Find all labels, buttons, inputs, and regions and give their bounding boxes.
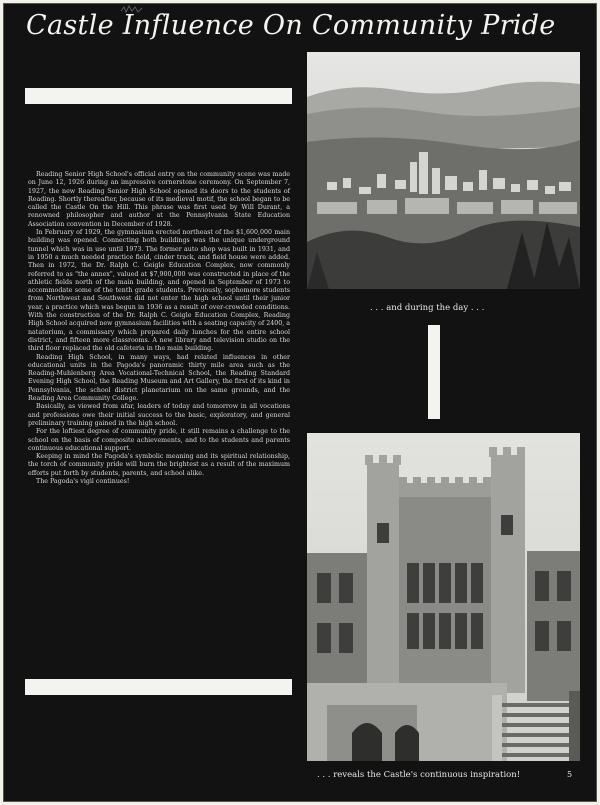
decorative-bar-bottom <box>25 679 292 695</box>
article-body <box>28 171 290 486</box>
article-paragraph: Keeping in mind the Pagoda's symbolic meaning and its spiritual relationship, the torch of community pride will burn the brightest as a result of the maximum efforts put forth by students, parents, and school alike. <box>28 453 290 477</box>
page-number: 5 <box>567 770 573 779</box>
castle-school-photo <box>307 433 580 761</box>
decorative-bar-vertical <box>428 325 440 419</box>
article-paragraph: Basically, as viewed from afar, leaders of today and tomorrow in all vocations and professions owe their initial success to the basic, exploratory, and general preliminary training gained in the high school. <box>28 403 290 427</box>
page-title: Castle Influence On Community Pride <box>26 10 556 41</box>
bottom-photo-caption: . . . reveals the Castle's continuous inspiration! <box>317 770 521 780</box>
article-paragraph: The Pagoda's vigil continues! <box>36 477 130 485</box>
city-panorama-photo <box>307 52 580 289</box>
decorative-bar-top <box>25 88 292 104</box>
article-paragraph: Reading Senior High School's official entry on the community scene was made on June 12, 1926 during an impressive cornerstone ceremony. On September 7, 1927, the new Reading Senior High School opened its doors to the students of Reading. Shortly thereafter, because of its medieval motif, the school began to be called the Castle On the Hill. This phrase was first used by Will Durant, a renowned philosopher and author at the Pennsylvania State Education Association convention in December of 1928. <box>28 171 290 228</box>
article-paragraph: For the loftiest degree of community pride, it still remains a challenge to the school on the basis of composite achievements, and to the students and parents continuous educational support. <box>28 428 290 452</box>
yearbook-page <box>3 3 597 802</box>
article-paragraph: Reading High School, in many ways, had related influences in other educational units in the Pagoda's panoramic thirty mile area such as the Reading-Muhlenberg Area Vocational-Technical School, the Reading Standard Evening High School, the Reading Museum and Art Gallery, the first of its kind in Pennsylvania, the school district planetarium on the same grounds, and the Reading Area Community College. <box>28 353 290 403</box>
top-photo-caption: . . . and during the day . . . <box>370 303 485 313</box>
article-paragraph: In February of 1929, the gymnasium erected northeast of the $1,600,000 main building was opened. Connecting both buildings was the unique underground tunnel which was in use until 1973. The former auto shop was built in 1931, and in 1950 a much needed practice field, cinder track, and field house were added. Then in 1972, the Dr. Ralph C. Geigle Education Complex, now commonly referred to as "the annex", valued at $7,900,000 was constructed in place of the athletic fields north of the main building, and opened in September of 1973 to accommodate some of the tenth grade students. Previously, sophomore students from Northwest and Southwest did not enter the high school until their junior year, a practice which was begun in 1936 as a result of over-crowded conditions. With the construction of the Dr. Ralph C. Geigle Education Complex, Reading High School acquired new gymnasium facilities with a seating capacity of 2400, a natatorium, a commissary which prepared daily lunches for the entire school district, and fifteen more classrooms. A new library and television studio on the third floor replaced the old cafeteria in the main building. <box>28 229 290 353</box>
